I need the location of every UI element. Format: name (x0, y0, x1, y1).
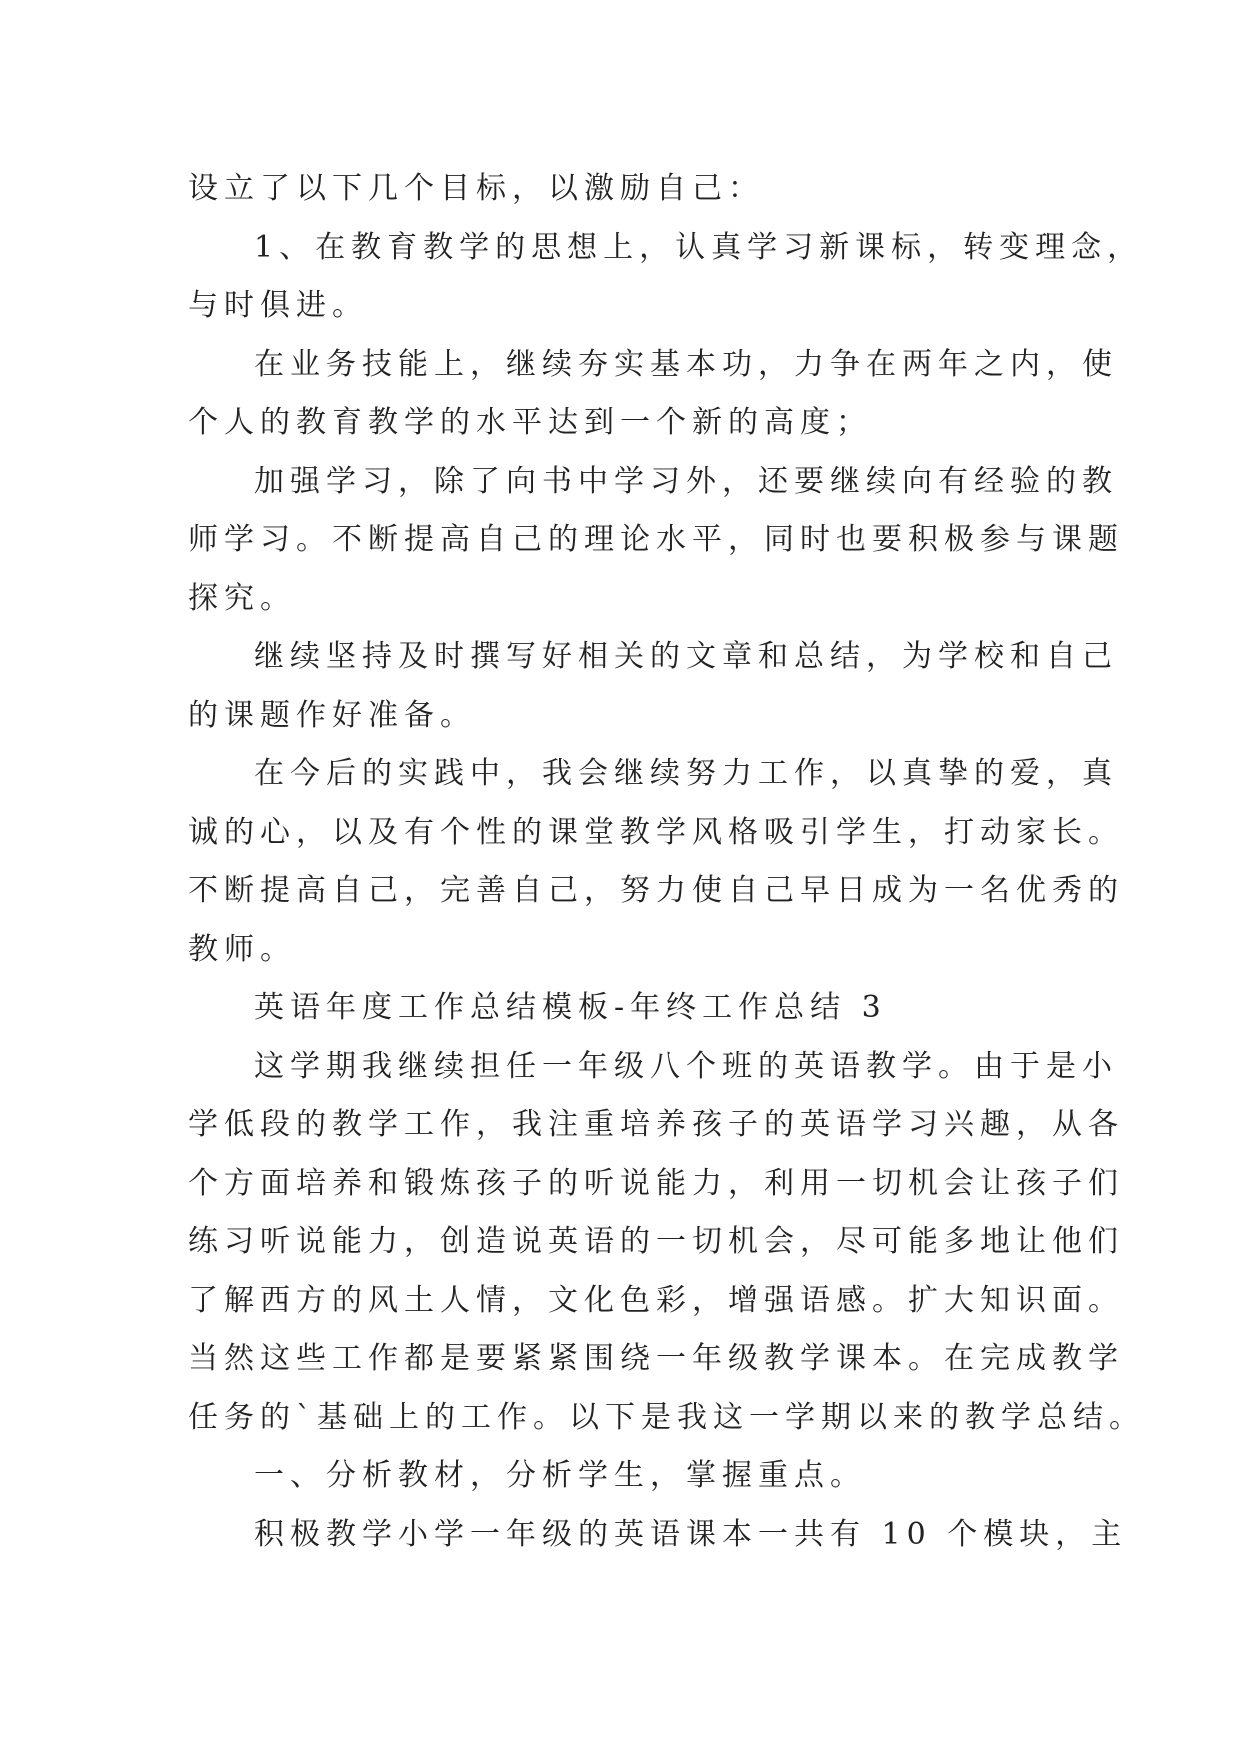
text-line: 与时俱进。 (188, 288, 368, 323)
text-line: 1、在教育教学的思想上，认真学习新课标，转变理念， (254, 229, 1144, 265)
text-line: 当然这些工作都是要紧紧围绕一年级教学课本。在完成教学 (188, 1341, 1124, 1376)
text-line: 练习听说能力，创造说英语的一切机会，尽可能多地让他们 (188, 1224, 1124, 1259)
text-line: 的课题作好准备。 (188, 697, 476, 733)
text-line: 加强学习，除了向书中学习外，还要继续向有经验的教 (254, 463, 1118, 499)
text-line: 教师。 (188, 931, 296, 967)
text-line: 在业务技能上，继续夯实基本功，力争在两年之内，使 (254, 346, 1118, 382)
text-line: 师学习。不断提高自己的理论水平，同时也要积极参与课题 (188, 522, 1124, 557)
text-line: 个人的教育教学的水平达到一个新的高度； (188, 405, 872, 440)
text-line: 学低段的教学工作，我注重培养孩子的英语学习兴趣，从各 (188, 1107, 1124, 1142)
document-body (188, 160, 1145, 1564)
text-line: 个方面培养和锻炼孩子的听说能力，利用一切机会让孩子们 (188, 1165, 1124, 1201)
text-line: 积极教学小学一年级的英语课本一共有 10 个模块，主 (254, 1516, 1128, 1552)
text-line: 不断提高自己，完善自己，努力使自己早日成为一名优秀的 (188, 873, 1124, 908)
text-line: 在今后的实践中，我会继续努力工作，以真挚的爱，真 (254, 756, 1118, 791)
text-line: 诚的心，以及有个性的课堂教学风格吸引学生，打动家长。 (188, 814, 1124, 850)
text-line: 设立了以下几个目标，以激励自己： (188, 171, 764, 206)
text-line: 一、分析教材，分析学生，掌握重点。 (254, 1458, 866, 1493)
text-line: 探究。 (188, 580, 296, 616)
text-line: 这学期我继续担任一年级八个班的英语教学。由于是小 (254, 1048, 1118, 1084)
text-line: 继续坚持及时撰写好相关的文章和总结，为学校和自己 (254, 639, 1118, 674)
text-line: 了解西方的风土人情，文化色彩，增强语感。扩大知识面。 (188, 1282, 1124, 1318)
section-heading: 英语年度工作总结模板-年终工作总结 3 (254, 990, 887, 1025)
text-line: 任务的`基础上的工作。以下是我这一学期以来的教学总结。 (188, 1399, 1145, 1435)
